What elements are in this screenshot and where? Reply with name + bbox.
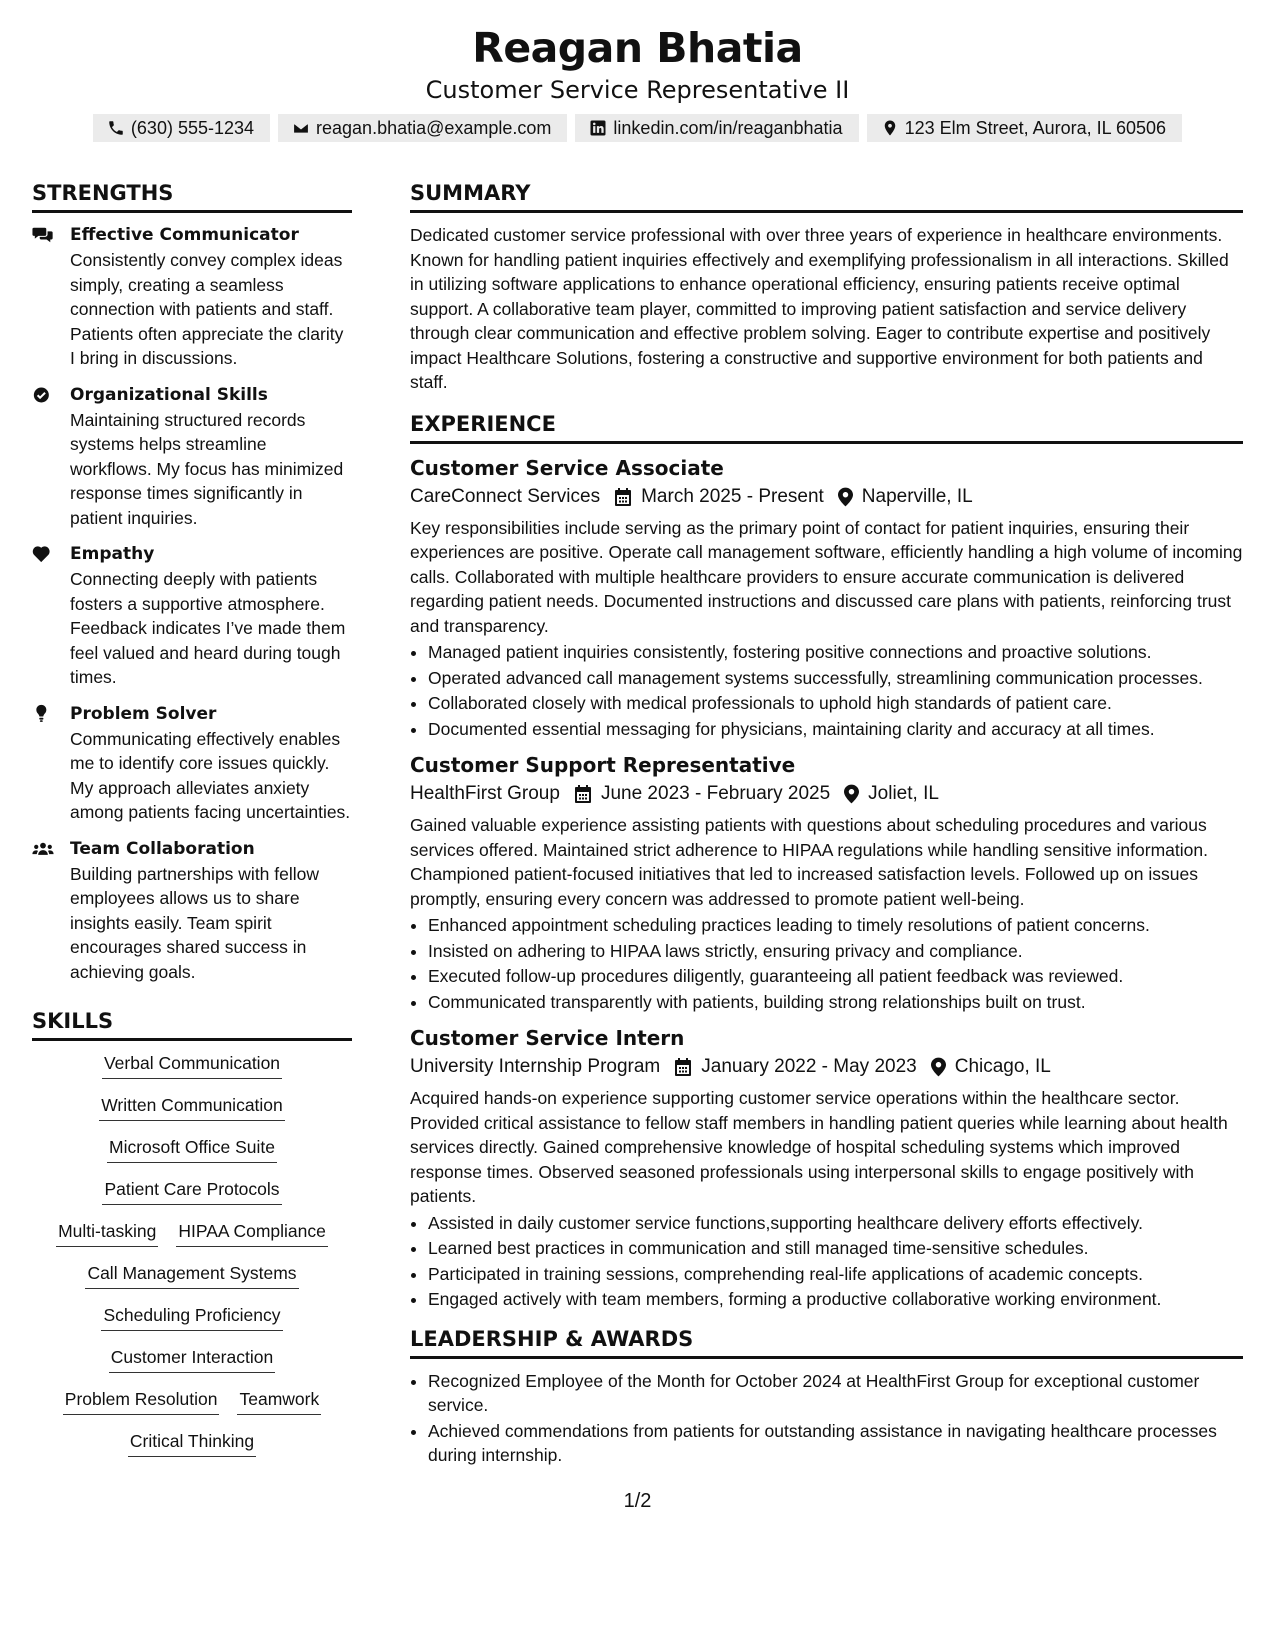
skills-heading: SKILLS	[32, 1006, 352, 1041]
phone-text: (630) 555-1234	[130, 117, 255, 138]
linkedin-text: linkedin.com/in/reaganbhatia	[613, 117, 843, 138]
job-dates: January 2022 - May 2023	[701, 1056, 917, 1077]
phone-icon	[107, 119, 125, 137]
job-description: Acquired hands-on experience supporting customer service operations within the healthcare sector. Provided critical assistance to fellow staff members in handling patient queries while learning about health services directly. Gained comprehensive knowledge of hospital scheduling systems which improved response times. Observed seasoned professionals using interpersonal skills to engage positively with patients.	[410, 1088, 1228, 1206]
list-item: • Documented essential messaging for physicians, maintaining clarity and accuracy at all times.	[428, 717, 1243, 742]
candidate-name: Reagan Bhatia	[472, 24, 803, 72]
map-pin-icon	[844, 784, 859, 804]
page-number: 1/2	[623, 1490, 652, 1512]
list-item: • Engaged actively with team members, forming a productive collaborative working environment.	[428, 1287, 1243, 1312]
job-dates: June 2023 - February 2025	[600, 783, 831, 804]
job-bullets	[410, 640, 1243, 741]
skill-tag: Call Management Systems	[85, 1261, 298, 1289]
strength-title: Problem Solver	[70, 703, 217, 724]
job-meta	[410, 1052, 1243, 1082]
contact-address	[867, 114, 1183, 142]
job-entry	[410, 1024, 1243, 1312]
skill-tag: Customer Interaction	[109, 1345, 275, 1373]
contact-linkedin[interactable]	[575, 114, 858, 142]
contact-bar	[0, 114, 1275, 142]
left-column	[32, 178, 352, 1471]
job-title: Customer Service Associate	[410, 455, 724, 480]
job-company: HealthFirst Group	[410, 783, 560, 804]
strength-title: Organizational Skills	[70, 384, 268, 405]
list-item: • Learned best practices in communication and still managed time-sensitive schedules.	[428, 1236, 1243, 1261]
job-meta	[410, 482, 1243, 512]
strength-desc: Consistently convey complex ideas simply, creating a seamless connection with patients and staff. Patients often appreciate the clarity I bring in discussions.	[70, 250, 344, 368]
job-location: Joliet, IL	[868, 783, 939, 804]
job-title: Customer Service Intern	[410, 1026, 685, 1050]
calendar-icon	[674, 1057, 692, 1077]
chat-bubbles-icon	[32, 225, 54, 245]
strength-desc: Maintaining structured records systems helps streamline workflows. My focus has minimized response times significantly in patient inquiries.	[70, 409, 344, 528]
strength-item	[32, 542, 352, 690]
candidate-title: Customer Service Representative II	[425, 76, 850, 104]
check-circle-icon	[32, 385, 54, 405]
list-item: • Enhanced appointment scheduling practices leading to timely resolutions of patient concerns.	[428, 913, 1243, 938]
job-description: Gained valuable experience assisting patients with questions about scheduling procedures and various services offered. Maintained strict adherence to HIPAA regulations while handling sensitive information. Championed patient-focused initiatives that led to increased satisfaction levels. Followed up on issues promptly, ensuring every concern was addressed to promote patient well-being.	[410, 815, 1208, 909]
list-item: • Recognized Employee of the Month for October 2024 at HealthFirst Group for exceptional customer service.	[428, 1369, 1243, 1418]
right-column	[410, 178, 1243, 1471]
list-item: • Achieved commendations from patients for outstanding assistance in navigating healthcare processes during internship.	[428, 1419, 1243, 1468]
job-location: Naperville, IL	[861, 485, 973, 507]
skill-tag: Written Communication	[99, 1093, 285, 1121]
summary-heading: SUMMARY	[410, 178, 1243, 213]
list-item: • Participated in training sessions, comprehending real-life applications of academic concepts.	[428, 1262, 1243, 1287]
skills-list	[32, 1051, 352, 1457]
list-item: • Assisted in daily customer service functions,supporting healthcare delivery efforts effectively.	[428, 1211, 1243, 1236]
job-company: University Internship Program	[410, 1056, 661, 1077]
lightbulb-icon	[32, 704, 54, 724]
list-item: • Managed patient inquiries consistently, fostering positive connections and proactive solutions.	[428, 640, 1243, 665]
strength-desc: Building partnerships with fellow employees allows us to share insights easily. Team spirit encourages shared success in achieving goals.	[70, 863, 320, 982]
job-dates: March 2025 - Present	[641, 485, 824, 507]
job-entry	[410, 454, 1243, 742]
email-text: reagan.bhatia@example.com	[316, 117, 552, 138]
skill-tag: Problem Resolution	[63, 1387, 220, 1415]
strength-item	[32, 223, 352, 371]
map-pin-icon	[931, 1057, 946, 1077]
resume-header	[0, 0, 1275, 142]
skill-tag: Scheduling Proficiency	[101, 1303, 282, 1331]
contact-email[interactable]	[278, 114, 567, 142]
envelope-icon	[292, 119, 310, 137]
skill-tag: HIPAA Compliance	[176, 1219, 328, 1247]
strength-title: Effective Communicator	[70, 225, 299, 245]
job-company: CareConnect Services	[410, 485, 601, 507]
users-icon	[32, 839, 54, 859]
list-item: • Operated advanced call management systems successfully, streamlining communication processes.	[428, 666, 1243, 691]
linkedin-icon	[589, 119, 607, 137]
job-bullets	[410, 913, 1243, 1014]
job-location: Chicago, IL	[954, 1056, 1051, 1077]
map-pin-icon	[881, 119, 899, 137]
list-item: • Communicated transparently with patients, building strong relationships built on trust.	[428, 990, 1243, 1015]
summary-text: Dedicated customer service professional with over three years of experience in healthcare environments. Known for handling patient inquiries effectively and exemplifying professionalism in all interactions. Skilled in utilizing software applications to enhance operational efficiency, ensuring patients receive optimal support. A collaborative team player, committed to improving patient satisfaction and service delivery through clear communication and effective problem solving. Eager to contribute expertise and positively impact Healthcare Solutions, fostering a constructive and supportive environment for both patients and staff.	[410, 225, 1229, 392]
calendar-icon	[614, 487, 632, 507]
heart-icon	[32, 544, 54, 564]
skill-tag: Microsoft Office Suite	[107, 1135, 277, 1163]
skill-tag: Multi-tasking	[56, 1219, 158, 1247]
skill-tag: Critical Thinking	[128, 1429, 256, 1457]
strength-item	[32, 837, 352, 985]
job-meta	[410, 779, 1243, 809]
skill-tag: Teamwork	[237, 1387, 321, 1415]
strength-item	[32, 702, 352, 825]
strength-desc: Connecting deeply with patients fosters a supportive atmosphere. Feedback indicates I’ve made them feel valued and heard during tough times.	[70, 569, 346, 687]
contact-phone[interactable]	[93, 114, 270, 142]
job-entry	[410, 751, 1243, 1014]
job-description: Key responsibilities include serving as the primary point of contact for patient inquiries, ensuring their experiences are positive. Operate call management software, efficiently handling a high volume of incoming calls. Collaborated with multiple healthcare providers to ensure accurate communication is delivered regarding patient needs. Documented instructions and discussed care plans with patients, reinforcing trust and transparency.	[410, 517, 1243, 636]
awards-list	[410, 1369, 1243, 1468]
list-item: • Collaborated closely with medical professionals to uphold high standards of patient care.	[428, 691, 1243, 716]
list-item: • Executed follow-up procedures diligently, guaranteeing all patient feedback was reviewed.	[428, 964, 1243, 989]
experience-heading: EXPERIENCE	[410, 409, 1243, 444]
address-text: 123 Elm Street, Aurora, IL 60506	[904, 117, 1167, 138]
strength-title: Empathy	[70, 544, 155, 564]
strength-title: Team Collaboration	[70, 838, 255, 859]
strength-desc: Communicating effectively enables me to identify core issues quickly. My approach alleviates anxiety among patients facing uncertainties.	[70, 728, 351, 822]
skill-tag: Patient Care Protocols	[102, 1177, 281, 1205]
awards-heading: LEADERSHIP & AWARDS	[410, 1324, 1243, 1359]
skill-tag: Verbal Communication	[102, 1051, 282, 1079]
list-item: • Insisted on adhering to HIPAA laws strictly, ensuring privacy and compliance.	[428, 939, 1243, 964]
job-bullets	[410, 1211, 1243, 1312]
map-pin-icon	[838, 487, 853, 507]
calendar-icon	[574, 784, 592, 804]
strength-item	[32, 383, 352, 531]
job-title: Customer Support Representative	[410, 753, 796, 777]
strengths-heading: STRENGTHS	[32, 178, 352, 213]
